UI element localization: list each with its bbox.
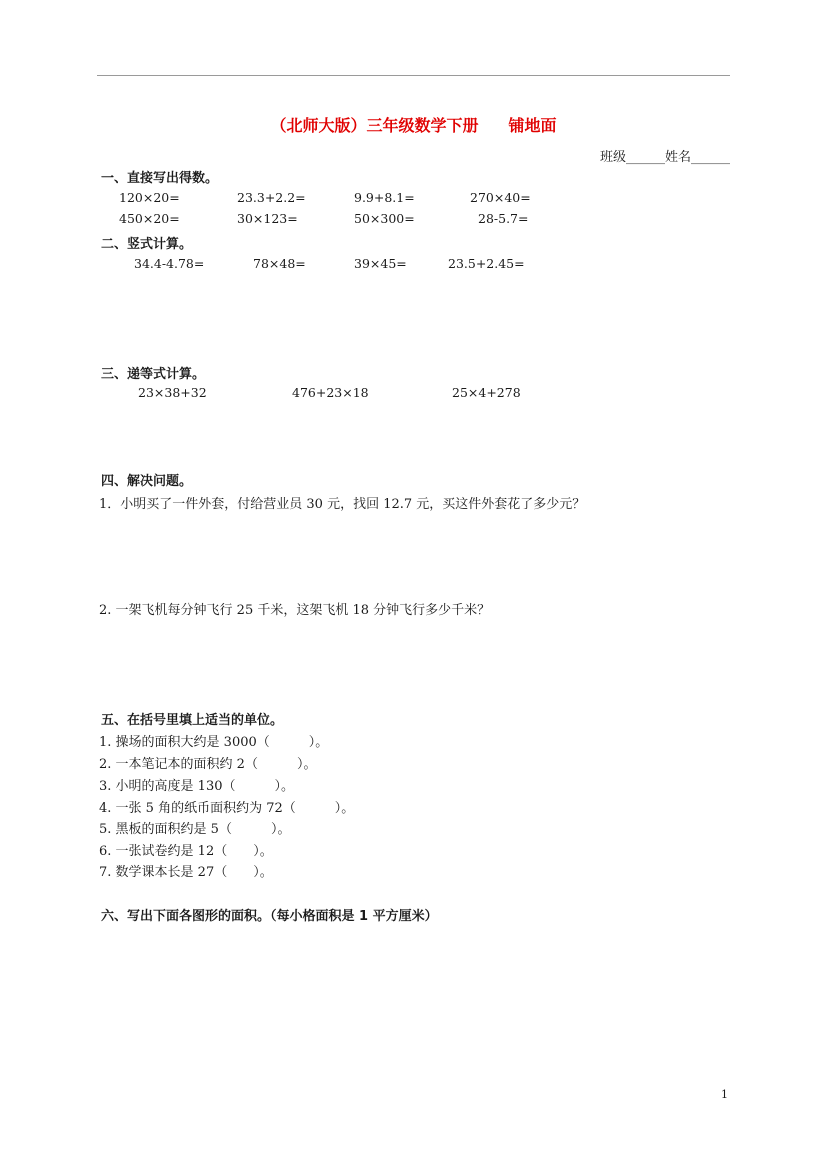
student-info: 班级______姓名______	[599, 150, 730, 165]
unit-fill-item: 1. 操场的面积大约是 3000（ ）。	[99, 735, 329, 750]
unit-fill-item: 5. 黑板的面积约是 5（ ）。	[99, 822, 291, 837]
vertical-calc-item: 78×48=	[253, 256, 306, 271]
step-calc-item: 25×4+278	[452, 385, 521, 400]
oral-calc-item: 450×20=	[119, 211, 180, 226]
page-number: 1	[721, 1088, 728, 1101]
unit-fill-item: 2. 一本笔记本的面积约 2（ ）。	[99, 757, 317, 772]
section6-heading: 六、写出下面各图形的面积。（每小格面积是 1 平方厘米）	[101, 909, 438, 924]
unit-fill-item: 7. 数学课本长是 27（ ）。	[99, 865, 273, 880]
step-calc-item: 476+23×18	[292, 385, 369, 400]
oral-calc-item: 30×123=	[237, 211, 298, 226]
vertical-calc-item: 34.4-4.78=	[134, 256, 205, 271]
header-rule	[97, 75, 730, 76]
section3-heading: 三、递等式计算。	[101, 367, 206, 382]
step-calc-item: 23×38+32	[138, 385, 207, 400]
title-main: （北师大版）三年级数学下册	[270, 116, 479, 135]
section2-heading: 二、竖式计算。	[101, 237, 193, 252]
oral-calc-item: 9.9+8.1=	[354, 190, 415, 205]
oral-calc-item: 23.3+2.2=	[237, 190, 306, 205]
word-problem: 2. 一架飞机每分钟飞行 25 千米，这架飞机 18 分钟飞行多少千米？	[99, 603, 491, 618]
page-title	[0, 113, 827, 136]
section4-heading: 四、解决问题。	[101, 474, 193, 489]
unit-fill-item: 6. 一张试卷约是 12（ ）。	[99, 844, 273, 859]
oral-calc-item: 120×20=	[119, 190, 180, 205]
section5-heading: 五、在括号里填上适当的单位。	[101, 713, 284, 728]
oral-calc-item: 28-5.7=	[478, 211, 529, 226]
section1-heading: 一、直接写出得数。	[101, 171, 219, 186]
unit-fill-item: 3. 小明的高度是 130（ ）。	[99, 779, 294, 794]
word-problem: 1．小明买了一件外套，付给营业员 30 元，找回 12.7 元，买这件外套花了多少元？	[99, 497, 586, 512]
title-topic: 铺地面	[508, 116, 557, 135]
oral-calc-item: 270×40=	[470, 190, 531, 205]
oral-calc-item: 50×300=	[354, 211, 415, 226]
vertical-calc-item: 39×45=	[354, 256, 407, 271]
unit-fill-item: 4. 一张 5 角的纸币面积约为 72（ ）。	[99, 801, 355, 816]
vertical-calc-item: 23.5+2.45=	[448, 256, 525, 271]
